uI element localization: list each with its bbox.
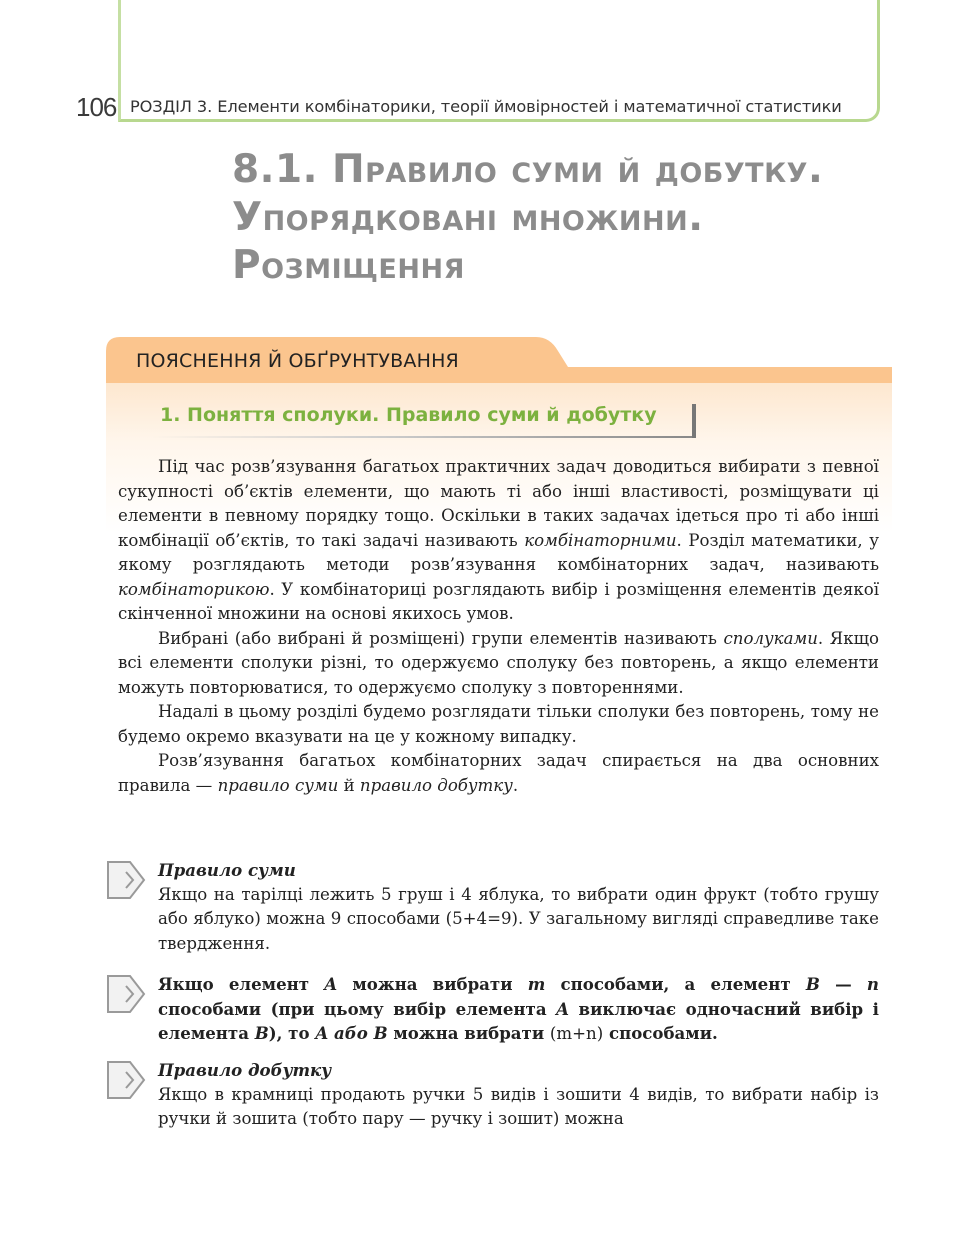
rule-product-text — [158, 1058, 879, 1132]
rule-sum-heading: Правило суми — [158, 860, 296, 880]
rule-product-block — [118, 1058, 879, 1132]
rule-sum-block — [118, 858, 879, 956]
subsection-heading: 1. Поняття сполуки. Правило суми й добутку — [160, 404, 657, 426]
banner-label: ПОЯСНЕННЯ Й ОБҐРУНТУВАННЯ — [136, 350, 459, 372]
rule-statement-text: Якщо елемент A можна вибрати m способами, а елемент B — n способами (при цьому вибір елемента A виключає одночасний вибір і елемента B), то A або B можна вибрати (m+n) способами. — [158, 974, 879, 1043]
subsection-bar — [692, 404, 696, 438]
title-line-2: Упорядковані множини. — [232, 195, 704, 240]
section-title — [232, 146, 872, 290]
arrow-marker-icon — [106, 860, 148, 900]
paragraph-1: Під час розв’язування багатьох практичних задач доводиться вибирати з певної сукупності об’єктів елементи, що мають ті або інші властивості, розміщувати ці елементи в певному порядку тощо. Оскільки в таких задачах ідеться про ті або інші комбінації об’єктів, то такі задачі називають комбінаторними. Розділ математики, у якому розглядають методи розв’язування комбінаторних задач, називають комбінаторикою. У комбінаториці розглядають вибір і розміщення елементів деякої скінченної множини на основі якихось умов. — [118, 457, 879, 623]
paragraph-3: Надалі в цьому розділі будемо розглядати тільки сполуки без повторень, тому не будемо окремо вказувати на це у кожному випадку. — [118, 702, 879, 746]
title-line-3: Розміщення — [232, 243, 465, 288]
formula: (5+4=9) — [445, 909, 519, 928]
arrow-marker-icon — [106, 974, 148, 1014]
rule-product-example: Якщо в крамниці продають ручки 5 видів і зошити 4 видів, то вибрати набір із ручки й зошита (тобто пару — ручку і зошит) можна — [158, 1084, 879, 1128]
title-line-1: 8.1. Правило суми й добутку. — [232, 147, 824, 192]
main-text — [118, 455, 879, 798]
running-head: РОЗДІЛ 3. Елементи комбінаторики, теорії ймовірностей і математичної статистики — [130, 97, 842, 116]
rule-product-heading: Правило добутку — [158, 1060, 332, 1080]
subsection-underline — [152, 436, 696, 438]
rule-sum-example: Якщо на тарілці лежить 5 груш і 4 яблука, то вибрати один фрукт (тобто грушу або яблуко) можна 9 способами (5+4=9). У загальному вигляді справедливе таке твердження. — [158, 884, 879, 953]
arrow-marker-icon — [106, 1060, 148, 1100]
paragraph-2: Вибрані (або вибрані й розміщені) групи елементів називають сполуками. Якщо всі елементи сполуки різні, то одержуємо сполуку без повторень, а якщо елементи можуть повторюватися, то одержуємо сполуку з повтореннями. — [118, 628, 879, 697]
paragraph-4: Розв’язування багатьох комбінаторних задач спирається на два основних правила — правило суми й правило добутку. — [118, 751, 879, 795]
section-banner — [106, 337, 892, 383]
rule-sum-text — [158, 858, 879, 956]
rule-statement-block — [118, 972, 879, 1047]
page-number: 106 — [76, 92, 117, 122]
